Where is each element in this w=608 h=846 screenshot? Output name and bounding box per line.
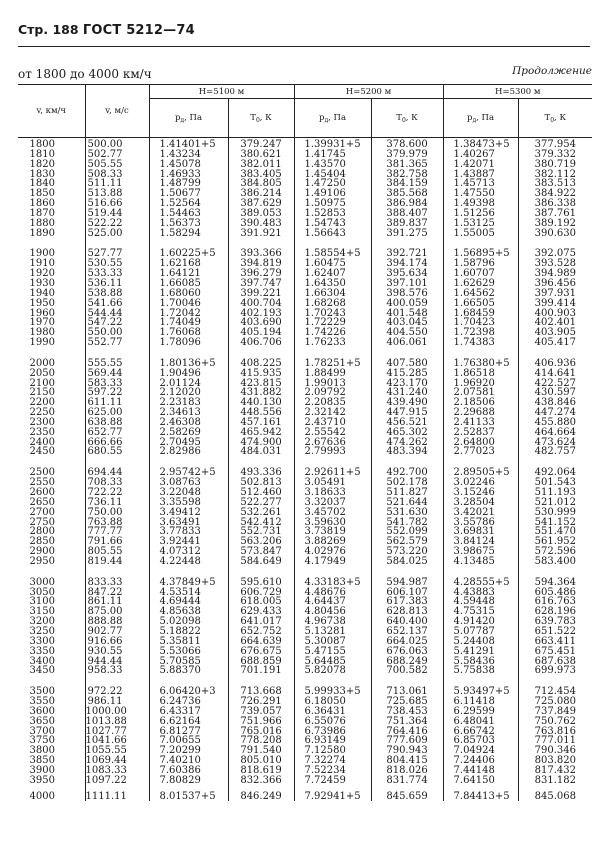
cell-t2: 407.580 415.285 423.170 431.240 439.490 447.915 456.521 465.302 474.262 483.394 bbox=[386, 357, 428, 458]
cell-t3: 377.954 379.332 380.719 382.112 383.513 384.922 386.338 387.761 389.192 390.630 bbox=[534, 139, 576, 239]
data-table bbox=[18, 84, 592, 801]
cell-v-ms: 833.33 847.22 861.11 875.00 888.88 902.77 916.66 930.55 944.44 958.33 bbox=[87, 576, 123, 677]
cell-p3: 1.38473+5 1.40267 1.42071 1.43887 1.45713 1.47550 1.49398 1.51256 1.53125 1.55005 bbox=[453, 139, 510, 239]
speed-range-subtitle: от 1800 до 4000 км/ч bbox=[18, 67, 152, 81]
cell-v-ms: 527.77 530.55 533.33 536.11 538.88 541.66 544.44 547.22 550.00 552.77 bbox=[87, 248, 123, 349]
cell-v-kmh: 1900 1910 1920 1930 1940 1950 1960 1970 1980 1990 bbox=[29, 248, 55, 349]
cell-p1: 1.41401+5 1.43234 1.45078 1.46933 1.48799 1.50677 1.52564 1.54463 1.56373 1.58294 bbox=[159, 139, 216, 239]
col-pd-3: $p_д$, Па bbox=[443, 99, 518, 138]
cell-t1: 846.249 bbox=[240, 790, 282, 802]
cell-p2: 7.92941+5 bbox=[304, 790, 361, 802]
cell-t3: 392.075 393.528 394.989 396.456 397.931 399.414 400.903 402.401 403.905 405.417 bbox=[534, 248, 576, 349]
cell-p3: 1.76380+5 1.86518 1.96920 2.07581 2.18506 2.29688 2.41133 2.52837 2.64800 2.77023 bbox=[453, 357, 510, 458]
cell-v-kmh: 3000 3050 3100 3150 3200 3250 3300 3350 3400 3450 bbox=[29, 576, 55, 677]
cell-v-ms: 694.44 708.33 722.22 736.11 750.00 763.88 777.77 791.66 805.55 819.44 bbox=[87, 467, 123, 567]
cell-t1: 393.366 394.819 396.279 397.747 399.221 400.704 402.193 403.690 405.194 406.706 bbox=[240, 248, 282, 349]
standard-label: ГОСТ 5212—74 bbox=[82, 23, 195, 38]
cell-p1: 1.80136+5 1.90496 2.01124 2.12020 2.23183 2.34613 2.46308 2.58269 2.70495 2.82986 bbox=[159, 357, 216, 458]
cell-p2: 1.78251+5 1.88499 1.99013 2.09792 2.20835 2.32142 2.43710 2.55542 2.67636 2.79993 bbox=[304, 357, 361, 458]
cell-t3: 406.936 414.641 422.527 430.597 438.846 447.274 455.880 464.664 473.624 482.757 bbox=[534, 357, 576, 458]
cell-p3: 2.89505+5 3.02246 3.15246 3.28504 3.42021 3.55786 3.69831 3.84124 3.98675 4.13485 bbox=[453, 467, 510, 567]
table-row-group bbox=[18, 466, 592, 566]
cell-v-kmh: 3500 3550 3600 3650 3700 3750 3800 3850 3900 3950 bbox=[29, 686, 55, 786]
continuation-label: Продолжение bbox=[512, 65, 592, 77]
cell-p2: 5.99933+5 6.18050 6.36431 6.55076 6.73986 6.93149 7.12580 7.32274 7.52234 7.72459 bbox=[304, 686, 361, 786]
cell-p3: 4.28555+5 4.43883 4.59448 4.75315 4.91420 5.07787 5.24408 5.41291 5.58436 5.75838 bbox=[453, 576, 510, 677]
col-pd-2: $p_д$, Па bbox=[294, 99, 371, 138]
cell-t3: 712.454 725.080 737.849 750.762 763.816 777.011 790.346 803.820 817.432 831.182 bbox=[534, 686, 576, 786]
cell-p2: 4.33183+5 4.48676 4.64437 4.80456 4.96738 5.13281 5.30087 5.47155 5.64485 5.82078 bbox=[304, 576, 361, 677]
page-label: Стр. 188 bbox=[18, 22, 79, 37]
cell-t3: 845.068 bbox=[534, 790, 576, 802]
cell-v-kmh: 4000 bbox=[29, 790, 55, 802]
cell-t1: 408.225 415.935 423.815 431.882 440.130 448.556 457.161 465.942 474.900 484.031 bbox=[240, 357, 282, 458]
col-group-h3: H=5300 м bbox=[443, 85, 592, 99]
col-t-3: $T_0$, К bbox=[518, 99, 592, 138]
col-v-ms: v, м/с bbox=[85, 85, 149, 138]
cell-p3: 5.93497+5 6.11418 6.29599 6.48041 6.66742 6.85703 7.04924 7.24406 7.44148 7.64150 bbox=[453, 686, 510, 786]
cell-v-ms: 500.00 502.77 505.55 508.33 511.11 513.88 516.66 519.44 522.22 525.00 bbox=[87, 139, 123, 239]
cell-v-kmh: 1800 1810 1820 1830 1840 1850 1860 1870 1880 1890 bbox=[29, 139, 55, 239]
cell-p1: 1.60225+5 1.62168 1.64121 1.66085 1.68060 1.70046 1.72042 1.74049 1.76068 1.78096 bbox=[159, 248, 216, 349]
cell-p1: 2.95742+5 3.08763 3.22048 3.35598 3.49412 3.63491 3.77833 3.92441 4.07312 4.22448 bbox=[159, 467, 216, 567]
page-header bbox=[18, 22, 195, 38]
cell-t3: 492.064 501.543 511.193 521.012 530.999 541.152 551.470 561.952 572.596 583.400 bbox=[534, 467, 576, 567]
table-row-group bbox=[18, 138, 592, 239]
cell-p3: 1.56895+5 1.58796 1.60707 1.62629 1.64562 1.66505 1.68459 1.70423 1.72398 1.74383 bbox=[453, 248, 510, 349]
col-group-h2: H=5200 м bbox=[294, 85, 443, 99]
col-t-1: $T_0$, К bbox=[228, 99, 294, 138]
table-row-group bbox=[18, 357, 592, 457]
cell-t2: 713.061 725.685 738.453 751.364 764.416 777.609 790.943 804.415 818.026 831.774 bbox=[386, 686, 428, 786]
cell-v-ms: 555.55 569.44 583.33 597.22 611.11 625.00 638.88 652.77 666.66 680.55 bbox=[87, 357, 123, 458]
cell-p2: 1.58554+5 1.60475 1.62407 1.64350 1.66304 1.68268 1.70243 1.72229 1.74226 1.76233 bbox=[304, 248, 361, 349]
table-row-last bbox=[18, 786, 592, 802]
cell-t3: 594.364 605.486 616.763 628.196 639.783 651.522 663.411 675.451 687.638 699.973 bbox=[534, 576, 576, 677]
cell-t1: 595.610 606.729 618.005 629.433 641.017 652.752 664.639 676.675 688.859 701.191 bbox=[240, 576, 282, 677]
col-t-2: $T_0$, К bbox=[371, 99, 443, 138]
cell-t2: 492.700 502.178 511.827 521.644 531.630 541.782 552.099 562.579 573.220 584.025 bbox=[386, 467, 428, 567]
cell-t2: 392.721 394.174 395.634 397.101 398.576 400.059 401.548 403.045 404.550 406.061 bbox=[386, 248, 428, 349]
col-group-h1: H=5100 м bbox=[149, 85, 294, 99]
cell-p1: 8.01537+5 bbox=[159, 790, 216, 802]
col-pd-1: $p_д$, Па bbox=[149, 99, 228, 138]
cell-t2: 594.987 606.107 617.383 628.813 640.400 652.137 664.025 676.063 688.249 700.582 bbox=[386, 576, 428, 677]
cell-v-ms: 972.22 986.11 1000.00 1013.88 1027.77 1041.66 1055.55 1069.44 1083.33 1097.22 bbox=[85, 686, 127, 786]
cell-p2: 1.39931+5 1.41745 1.43570 1.45404 1.47250 1.49106 1.50975 1.52853 1.54743 1.56643 bbox=[304, 139, 361, 239]
table-row-group bbox=[18, 685, 592, 785]
col-v-kmh: v, км/ч bbox=[18, 85, 85, 138]
cell-t2: 378.600 379.979 381.365 382.758 384.159 385.568 386.984 388.407 389.837 391.275 bbox=[386, 139, 428, 239]
cell-v-kmh: 2500 2550 2600 2650 2700 2750 2800 2850 2900 2950 bbox=[29, 467, 55, 567]
cell-t2: 845.659 bbox=[386, 790, 428, 802]
cell-v-ms: 1111.11 bbox=[85, 790, 127, 802]
cell-v-kmh: 2000 2050 2100 2150 2200 2250 2300 2350 2400 2450 bbox=[29, 357, 55, 458]
cell-p3: 7.84413+5 bbox=[453, 790, 510, 802]
table-row-group bbox=[18, 247, 592, 347]
header-rule bbox=[18, 46, 590, 47]
cell-p1: 4.37849+5 4.53514 4.69444 4.85638 5.02098 5.18822 5.35811 5.53066 5.70585 5.88370 bbox=[159, 576, 216, 677]
cell-p1: 6.06420+3 6.24736 6.43317 6.62164 6.81277 7.00655 7.20299 7.40210 7.60386 7.80829 bbox=[159, 686, 216, 786]
table-row-group bbox=[18, 576, 592, 676]
cell-t1: 713.668 726.291 739.057 751.966 765.016 778.208 791.540 805.010 818.619 832.366 bbox=[240, 686, 282, 786]
cell-p2: 2.92611+5 3.05491 3.18633 3.32037 3.45702 3.59630 3.73819 3.88269 4.02976 4.17949 bbox=[304, 467, 361, 567]
cell-t1: 493.336 502.813 512.460 522.277 532.261 542.412 552.731 563.206 573.847 584.649 bbox=[240, 467, 282, 567]
cell-t1: 379.247 380.621 382.011 383.405 384.805 386.214 387.629 389.053 390.483 391.921 bbox=[240, 139, 282, 239]
